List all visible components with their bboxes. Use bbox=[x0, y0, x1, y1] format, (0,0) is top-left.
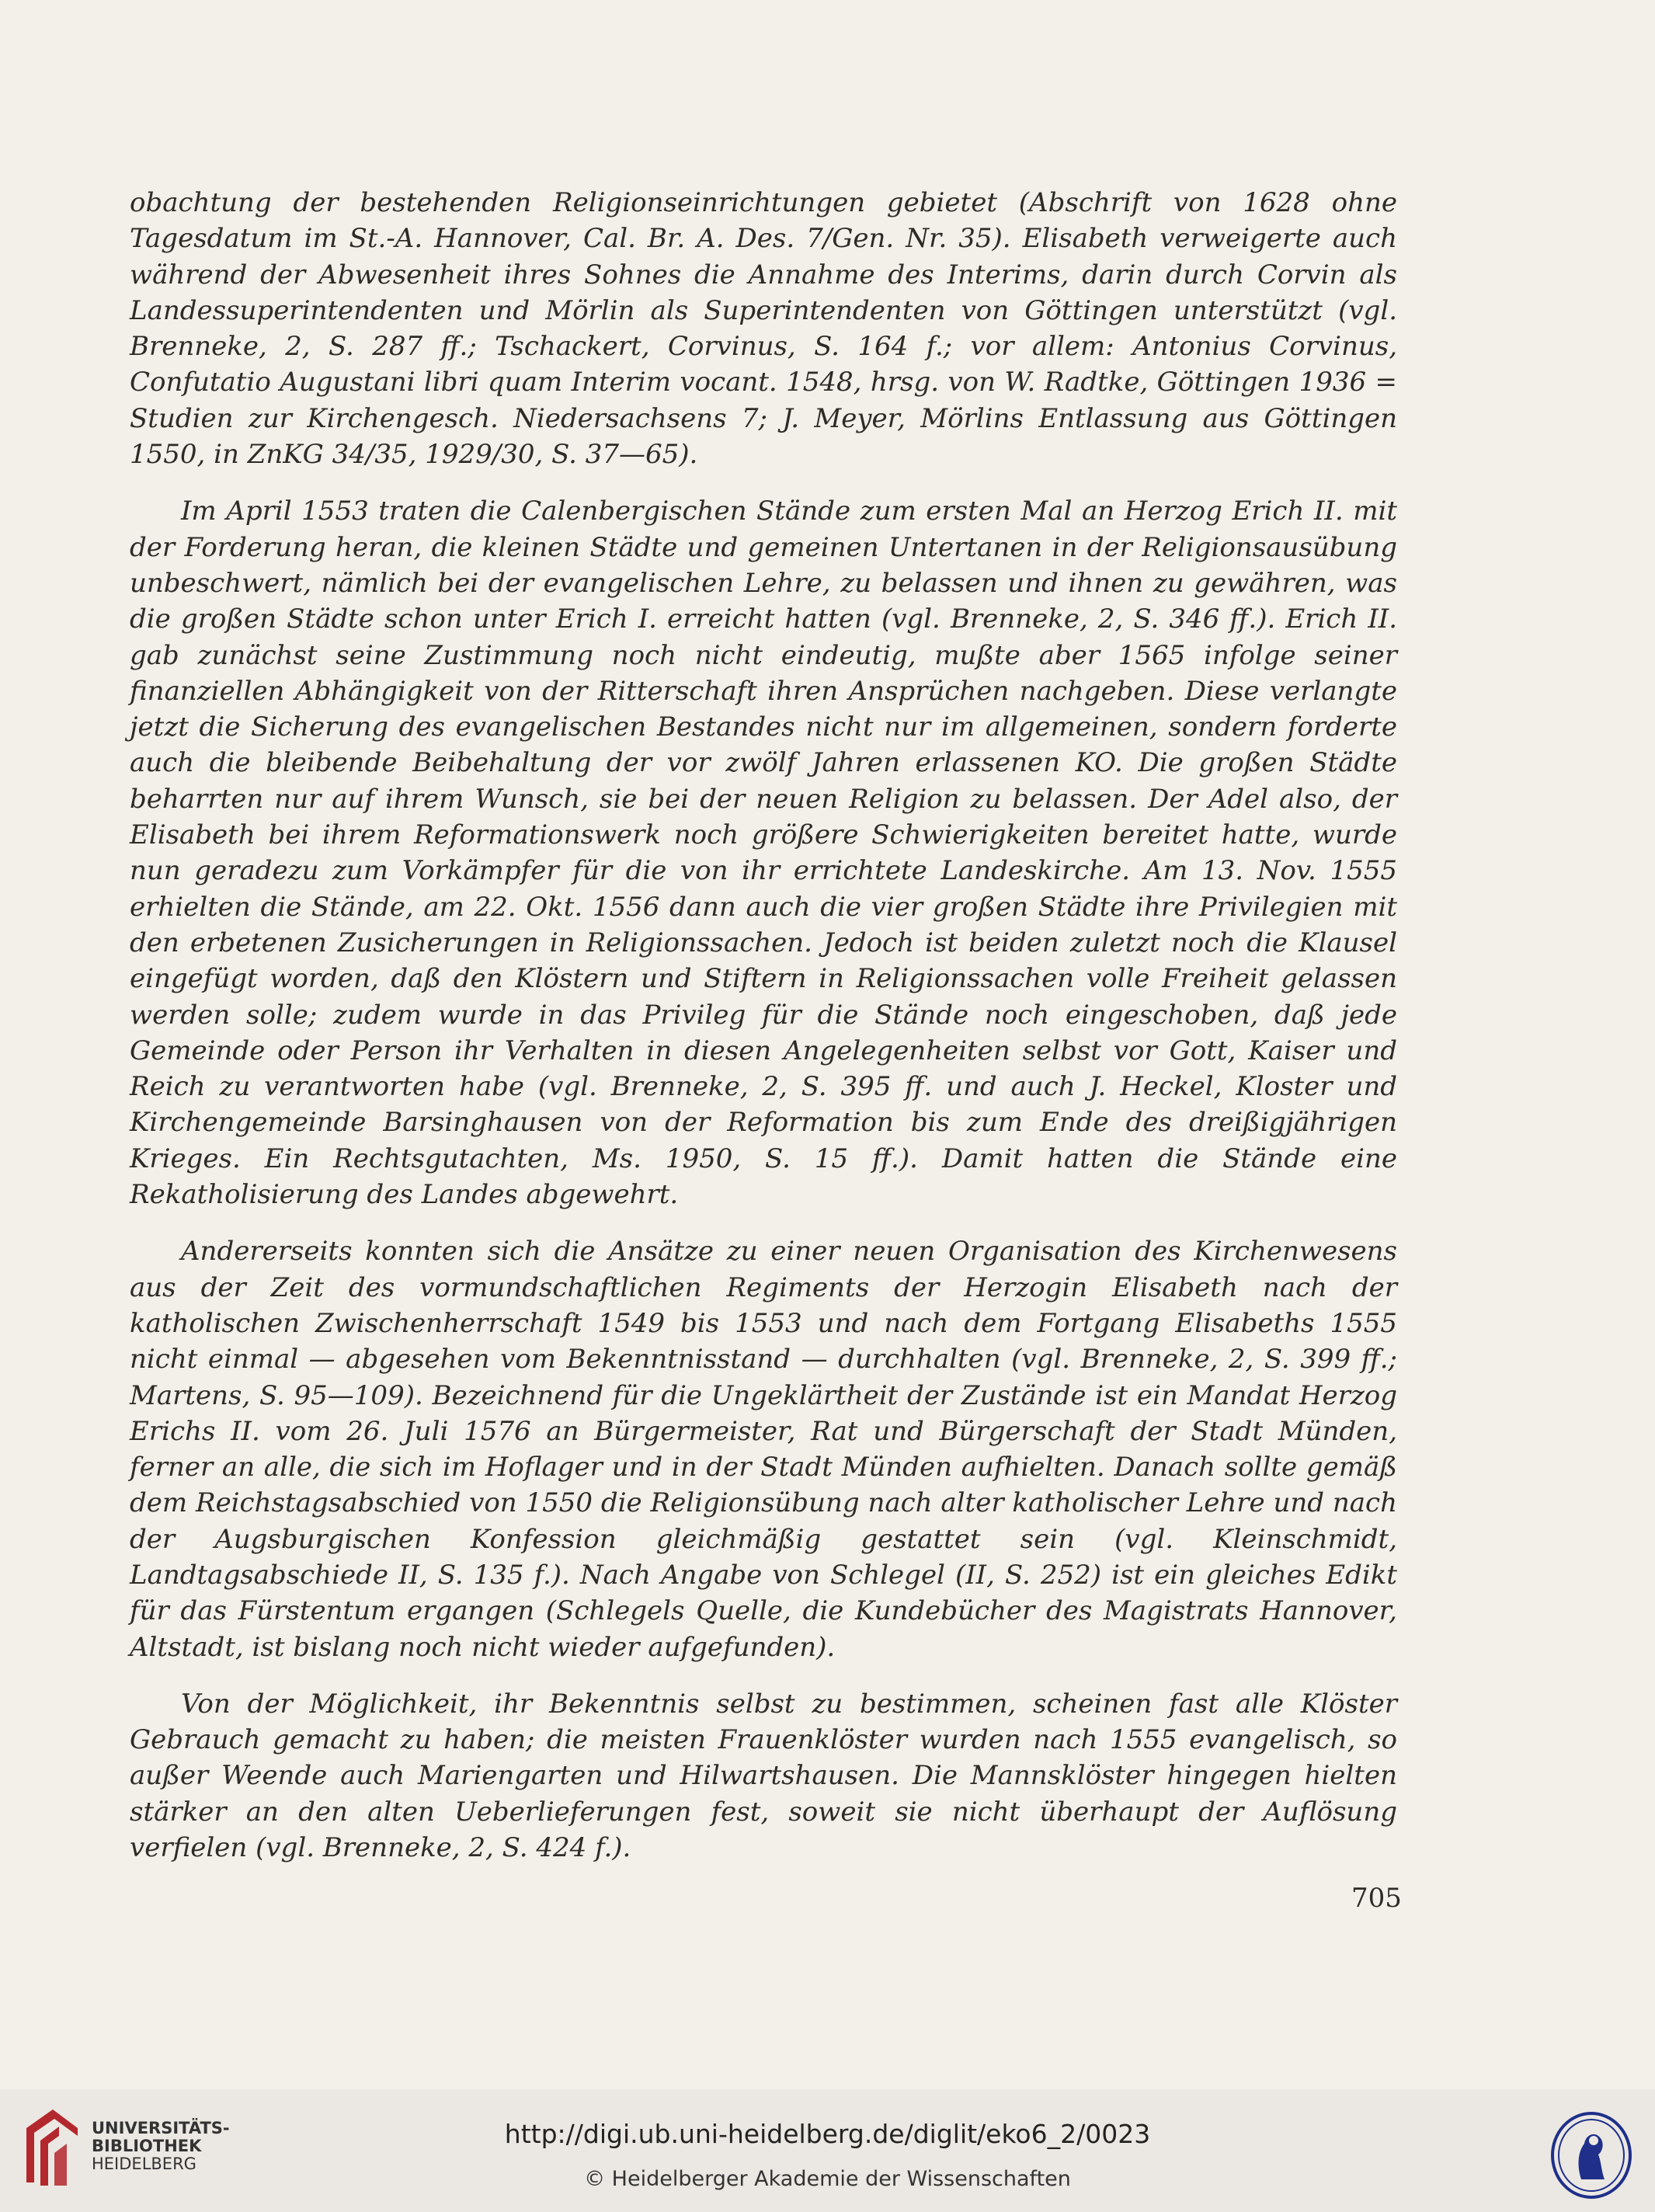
institution-line-1: UNIVERSITÄTS- bbox=[92, 2119, 230, 2137]
permalink-url[interactable]: http://digi.ub.uni-heidelberg.de/diglit/eko6_2/0023 bbox=[504, 2119, 1151, 2149]
institution-line-2: BIBLIOTHEK bbox=[92, 2137, 202, 2155]
copyright-notice: © Heidelberger Akademie der Wissenschaften bbox=[584, 2167, 1071, 2191]
paragraph-stande-1553: Im April 1553 traten die Calenbergischen Stände zum ersten Mal an Herzog Erich II. mit der Forderung heran, die kleinen Städte und gemeinen Untertanen in der Religionsausübung unbeschwert, nämlich bei der evangelischen Lehre, zu belassen und ihnen zu gewähren, was die großen Städte schon unter Erich I. erreicht hatten (vgl. Brenneke, 2, S. 346 ff.). Erich II. gab zunächst seine Zustimmung noch nicht eindeutig, mußte aber 1565 infolge seiner finanziellen Abhängigkeit von der Ritterschaft ihren Ansprüchen nachgeben. Diese verlangte jetzt die Sicherung des evangelischen Bestandes nicht nur im allgemeinen, sondern forderte auch die bleibende Beibehaltung der vor zwölf Jahren erlassenen KO. Die großen Städte beharrten nur auf ihrem Wunsch, sie bei der neuen Religion zu belassen. Der Adel also, der Elisabeth bei ihrem Reformationswerk noch größere Schwierigkeiten bereitet hatte, wurde nun geradezu zum Vorkämpfer für die von ihr errichtete Landeskirche. Am 13. Nov. 1555 erhielten die Stände, am 22. Okt. 1556 dann auch die vier großen Städte ihre Privilegien mit den erbetenen Zusicherungen in Religionssachen. Jedoch ist beiden zuletzt noch die Klausel eingefügt worden, daß den Klöstern und Stiftern in Religionssachen volle Freiheit gelassen werden solle; zudem wurde in das Privileg für die Stände noch eingeschoben, daß jede Gemeinde oder Person ihr Verhalten in diesen Angelegenheiten selbst vor Gott, Kaiser und Reich zu verantworten habe (vgl. Brenneke, 2, S. 395 ff. und auch J. Heckel, Kloster und Kirchengemeinde Barsinghausen von der Reformation bis zum Ende des dreißigjährigen Krieges. Ein Rechtsgutachten, Ms. 1950, S. 15 ff.). Damit hatten die Stände eine Rekatholisierung des Landes abgewehrt. bbox=[130, 496, 1397, 1211]
paragraph-continuation: obachtung der bestehenden Religionseinrichtungen gebietet (Abschrift von 1628 ohne Tagesdatum im St.-A. Hannover, Cal. Br. A. Des. 7/Gen. Nr. 35). Elisabeth verweigerte auch während der Abwesenheit ihres Sohnes die Annahme des Interims, darin durch Corvin als Landessuperintendenten und Mörlin als Superintendenten von Göttingen unterstützt (vgl. Brenneke, 2, S. 287 ff.; Tschackert, Corvinus, S. 164 f.; vor allem: Antonius Corvinus, Confutatio Augustani libri quam Interim vocant. 1548, hrsg. von W. Radtke, Göttingen 1936 = Studien zur Kirchengesch. Niedersachsens 7; J. Meyer, Mörlins Entlassung aus Göttingen 1550, in ZnKG 34/35, 1929/30, S. 37—65). bbox=[130, 187, 1397, 471]
paragraph-kirchenwesen: Andererseits konnten sich die Ansätze zu einer neuen Organisation des Kirchenwesens aus der Zeit des vormundschaftlichen Regiments der Herzogin Elisabeth nach der katholischen Zwischenherrschaft 1549 bis 1553 und nach dem Fortgang Elisabeths 1555 nicht einmal — abgesehen vom Bekenntnisstand — durchhalten (vgl. Brenneke, 2, S. 399 ff.; Martens, S. 95—109). Bezeichnend für die Ungeklärtheit der Zustände ist ein Mandat Herzog Erichs II. vom 26. Juli 1576 an Bürgermeister, Rat und Bürgerschaft der Stadt Münden, ferner an alle, die sich im Hoflager und in der Stadt Münden aufhielten. Danach sollte gemäß dem Reichstagsabschied von 1550 die Religionsübung nach alter katholischer Lehre und nach der Augsburgischen Konfession gleichmäßig gestattet sein (vgl. Kleinschmidt, Landtagsabschiede II, S. 135 f.). Nach Angabe von Schlegel (II, S. 252) ist ein gleiches Edikt für das Fürstentum ergangen (Schlegels Quelle, die Kundebücher des Magistrats Hannover, Altstadt, ist bislang noch nicht wieder aufgefunden). bbox=[130, 1236, 1397, 1663]
paragraph-kloster: Von der Möglichkeit, ihr Bekenntnis selbst zu bestimmen, scheinen fast alle Klöster Gebrauch gemacht zu haben; die meisten Frauenklöster wurden nach 1555 evangelisch, so außer Weende auch Mariengarten und Hilwartshausen. Die Mannsklöster hingegen hielten stärker an den alten Ueberlieferungen fest, soweit sie nicht überhaupt der Auflösung verfielen (vgl. Brenneke, 2, S. 424 f.). bbox=[130, 1688, 1397, 1864]
body-text bbox=[130, 185, 1397, 1887]
institution-line-3: HEIDELBERG bbox=[92, 2155, 196, 2173]
academy-seal-icon[interactable] bbox=[1550, 2111, 1632, 2200]
page-number: 705 bbox=[1351, 1883, 1402, 1914]
footer-bar bbox=[0, 2089, 1655, 2212]
